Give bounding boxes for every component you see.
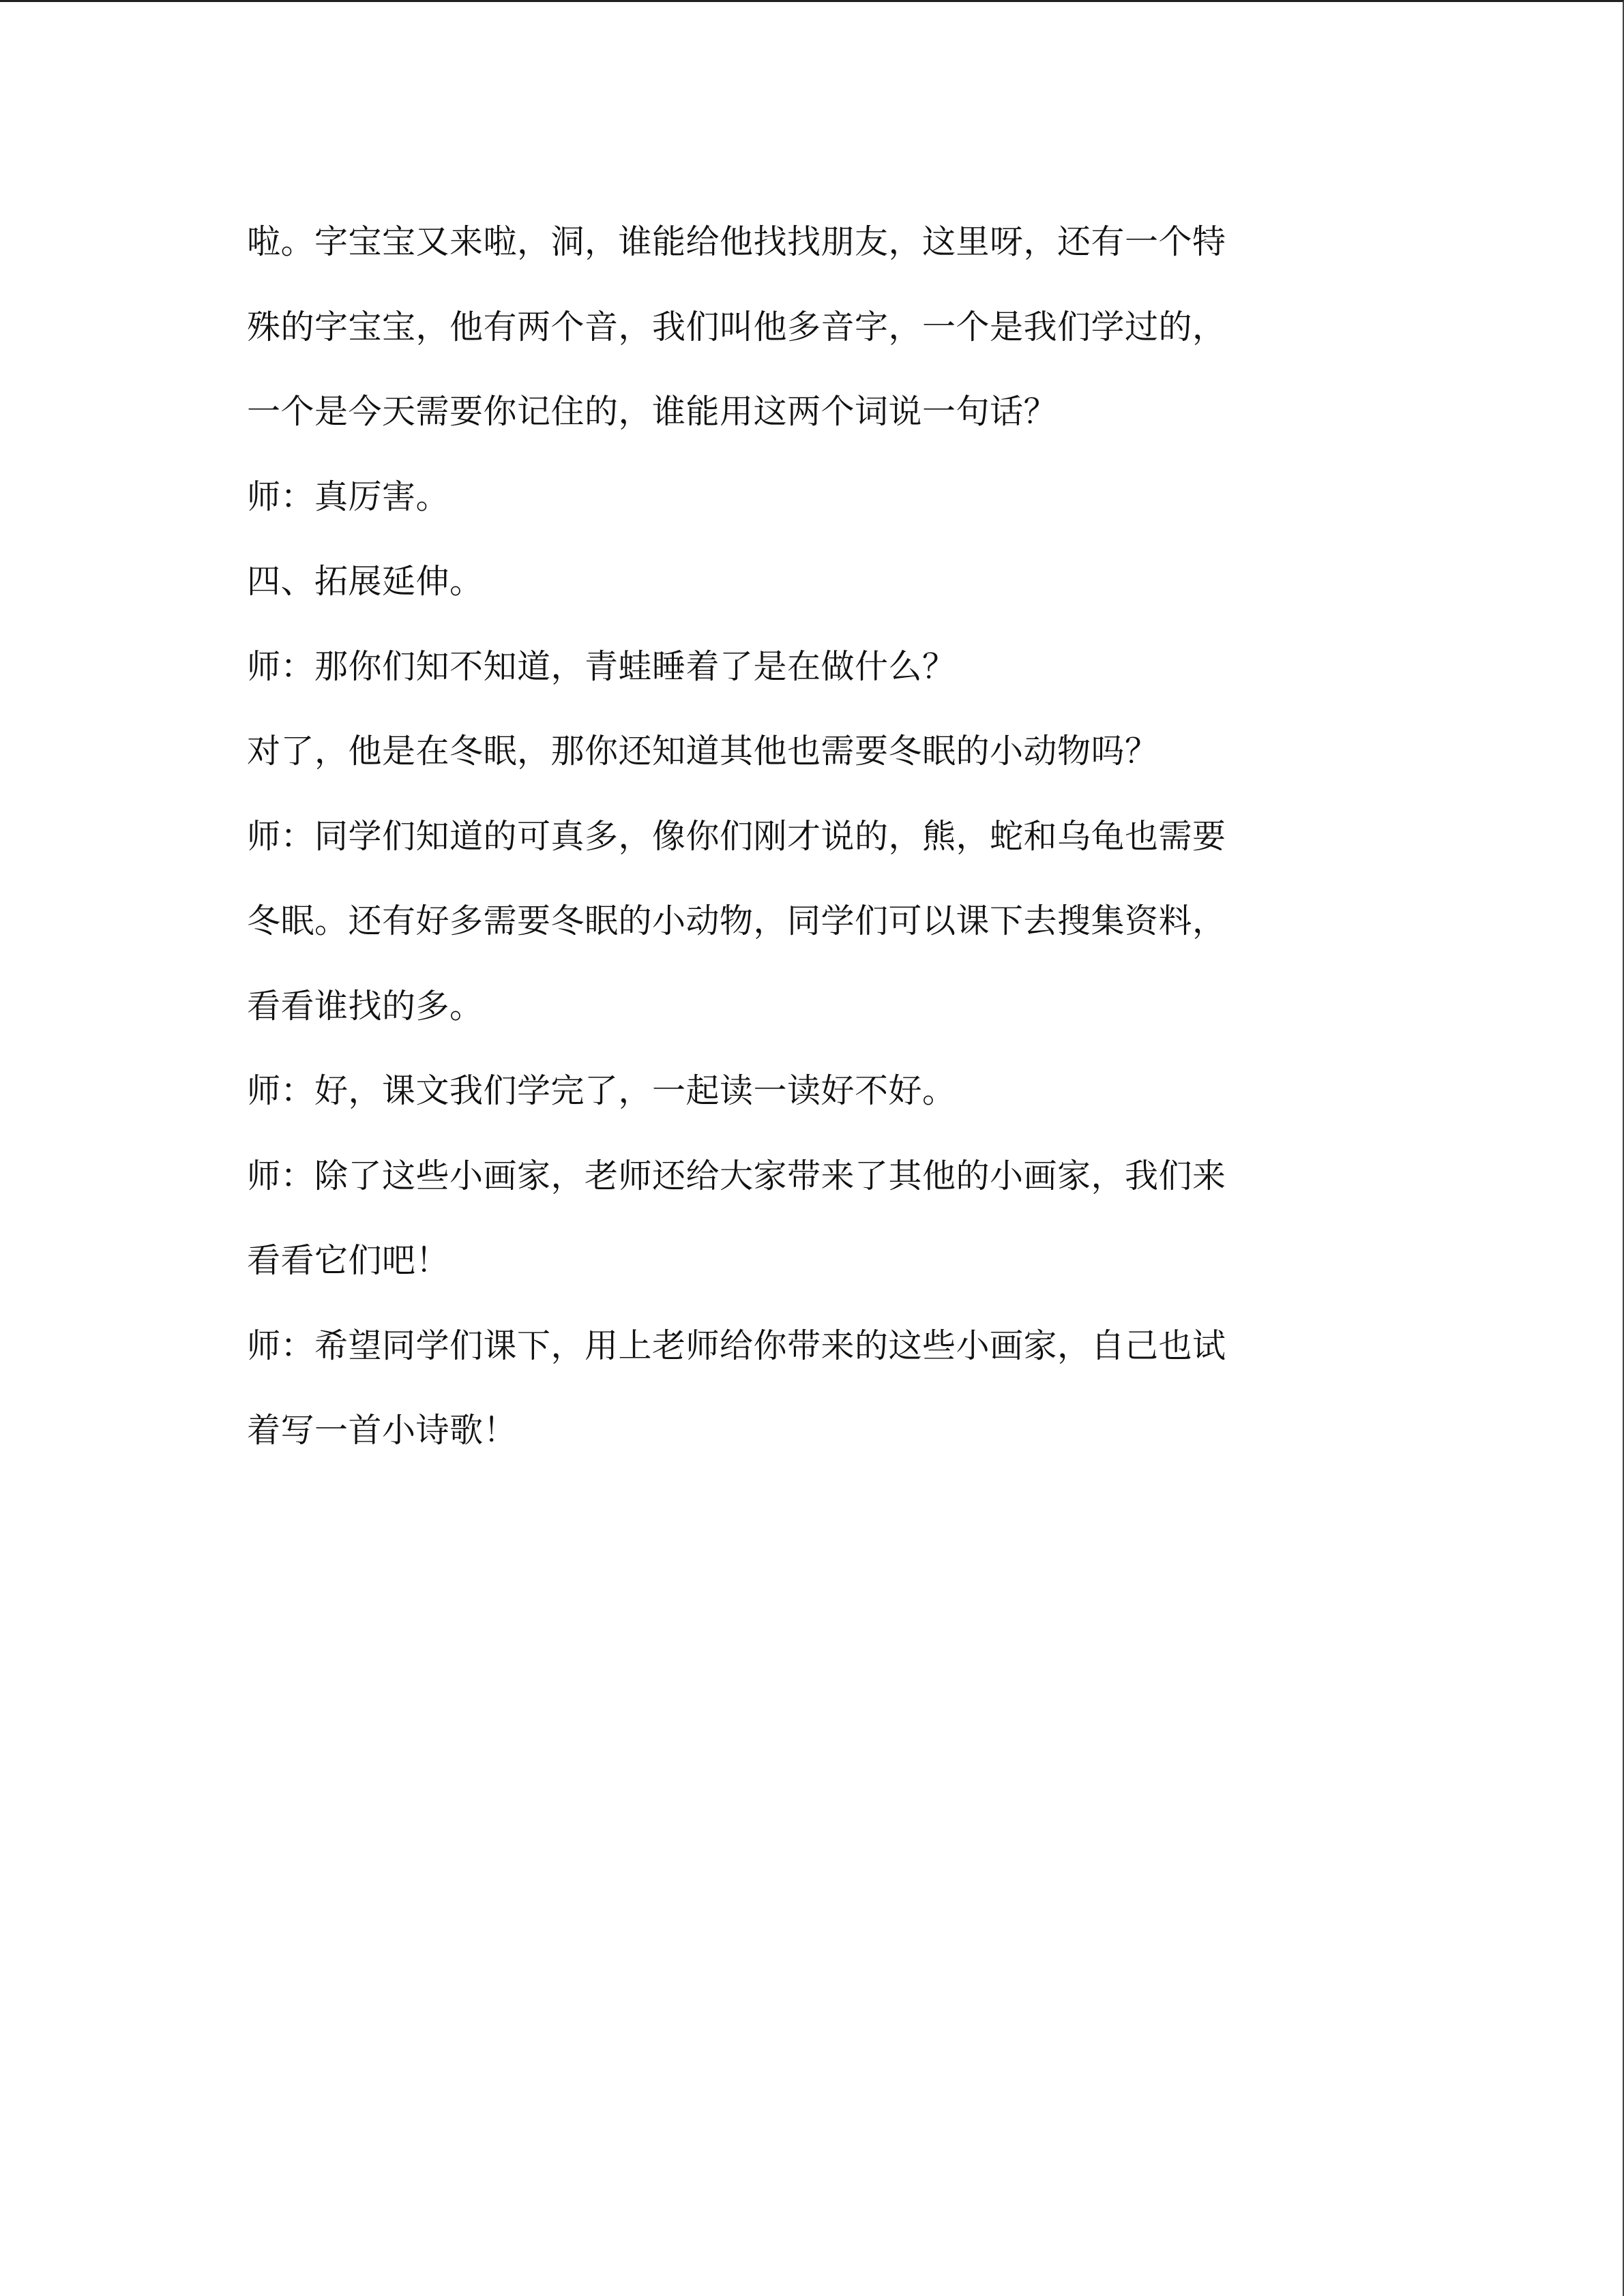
text-line: 着写一首小诗歌！ xyxy=(247,1411,518,1450)
text-line: 师：希望同学们课下，用上老师给你带来的这些小画家，自己也试 xyxy=(247,1326,1226,1365)
text-line: 师：那你们知不知道，青蛙睡着了是在做什么？ xyxy=(247,646,956,686)
section-heading: 四、拓展延伸。 xyxy=(247,562,484,601)
text-line: 殊的字宝宝，他有两个音，我们叫他多音字，一个是我们学过的， xyxy=(247,307,1226,346)
text-line: 师：除了这些小画家，老师还给大家带来了其他的小画家，我们来 xyxy=(247,1156,1226,1195)
text-line: 冬眠。还有好多需要冬眠的小动物，同学们可以课下去搜集资料， xyxy=(247,901,1226,940)
text-line: 看看它们吧！ xyxy=(247,1241,450,1280)
text-line: 啦。字宝宝又来啦，洞，谁能给他找找朋友，这里呀，还有一个特 xyxy=(247,222,1226,261)
text-line: 师：真厉害。 xyxy=(247,477,450,516)
text-line: 看看谁找的多。 xyxy=(247,986,484,1026)
text-line: 师：同学们知道的可真多，像你们刚才说的，熊，蛇和乌龟也需要 xyxy=(247,816,1226,856)
text-line: 对了，他是在冬眠，那你还知道其他也需要冬眠的小动物吗？ xyxy=(247,732,1159,771)
text-line: 师：好，课文我们学完了，一起读一读好不好。 xyxy=(247,1071,956,1110)
text-line: 一个是今天需要你记住的，谁能用这两个词说一句话？ xyxy=(247,392,1058,431)
body-text xyxy=(247,200,1379,1474)
